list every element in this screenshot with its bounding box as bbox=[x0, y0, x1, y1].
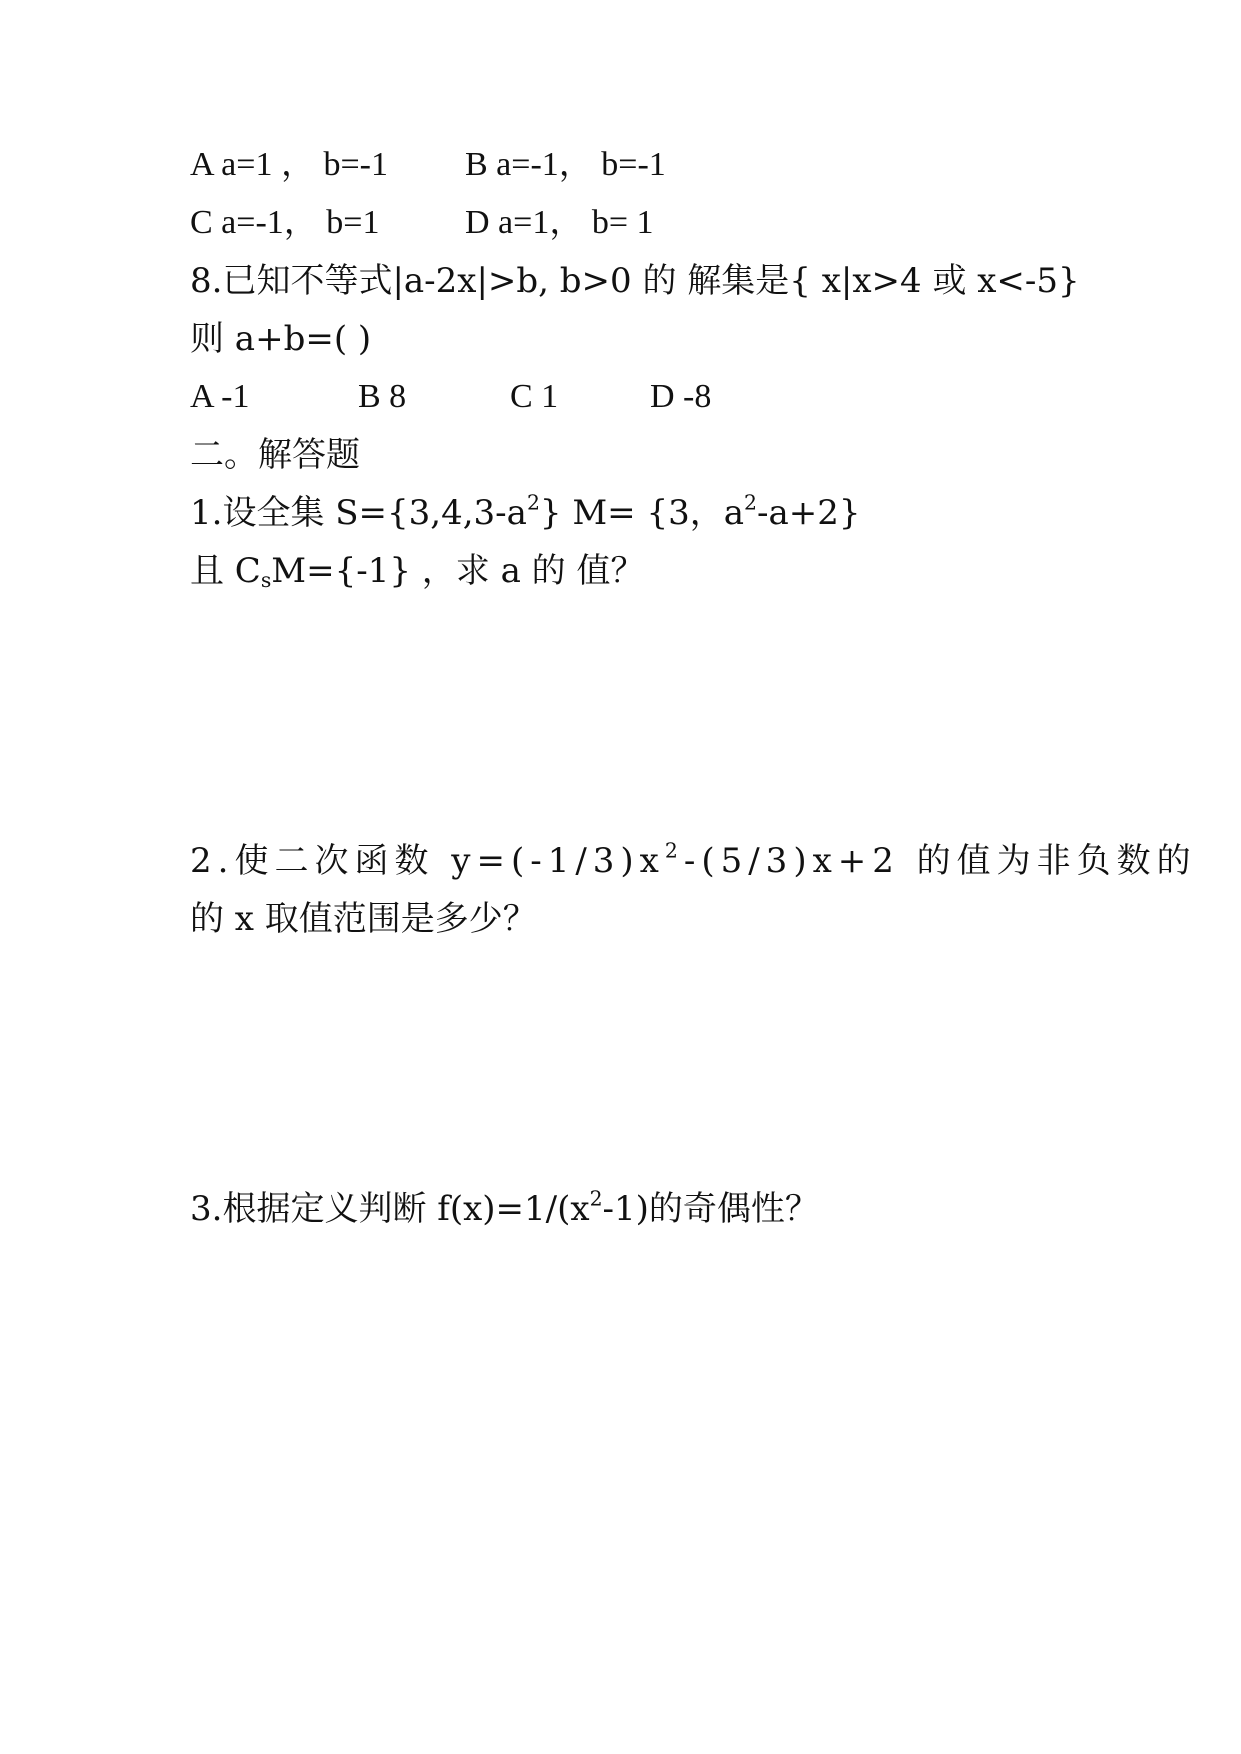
section-title-text: 二。解答题 bbox=[190, 435, 360, 475]
p1-suffix: -a+2} bbox=[757, 493, 861, 533]
p1-line2-suffix: M={-1} ，求 a 的 值？ bbox=[271, 551, 645, 591]
q8-option-d: D -8 bbox=[650, 378, 712, 415]
p2-text bbox=[190, 836, 1197, 886]
p1-text bbox=[190, 488, 861, 538]
q8-option-b: B 8 bbox=[358, 378, 407, 415]
q8-option-c: C 1 bbox=[510, 378, 559, 415]
p3-prefix: 3.根据定义判断 f(x)=1/(x bbox=[190, 1189, 590, 1229]
q8-stem-text-2: 则 a+b=( ) bbox=[190, 319, 372, 359]
q8-stem-text: 8.已知不等式|a-2x|>b, b>0 的 解集是{ x|x>4 或 x<-5} bbox=[190, 261, 1080, 301]
q8-option-a: A -1 bbox=[190, 378, 250, 415]
p2-prefix: 2.使二次函数 y=(-1/3)x bbox=[190, 841, 665, 881]
p1-sup-2: 2 bbox=[744, 490, 757, 515]
p1-line2-sub: s bbox=[260, 568, 272, 593]
option-d: D a=1， b= 1 bbox=[465, 204, 654, 241]
option-c: C a=-1， b=1 bbox=[190, 204, 380, 241]
p1-text-2 bbox=[190, 546, 644, 596]
p3-suffix: -1)的奇偶性？ bbox=[602, 1189, 819, 1229]
p3-sup: 2 bbox=[589, 1186, 603, 1211]
p1-mid: } M= {3，a bbox=[539, 493, 745, 533]
option-b: B a=-1， b=-1 bbox=[465, 146, 666, 183]
p2-text-2: 的 x 取值范围是多少？ bbox=[190, 899, 537, 939]
p2-suffix: -(5/3)x+2 的值为非负数的 bbox=[683, 841, 1197, 881]
p1-sup-1: 2 bbox=[526, 490, 540, 515]
p1-line2-prefix: 且 C bbox=[190, 551, 261, 591]
p1-prefix: 1.设全集 S={3,4,3-a bbox=[190, 493, 527, 533]
p2-sup: 2 bbox=[664, 838, 684, 863]
p3-text bbox=[190, 1184, 819, 1234]
option-a: A a=1 ， b=-1 bbox=[190, 146, 388, 183]
